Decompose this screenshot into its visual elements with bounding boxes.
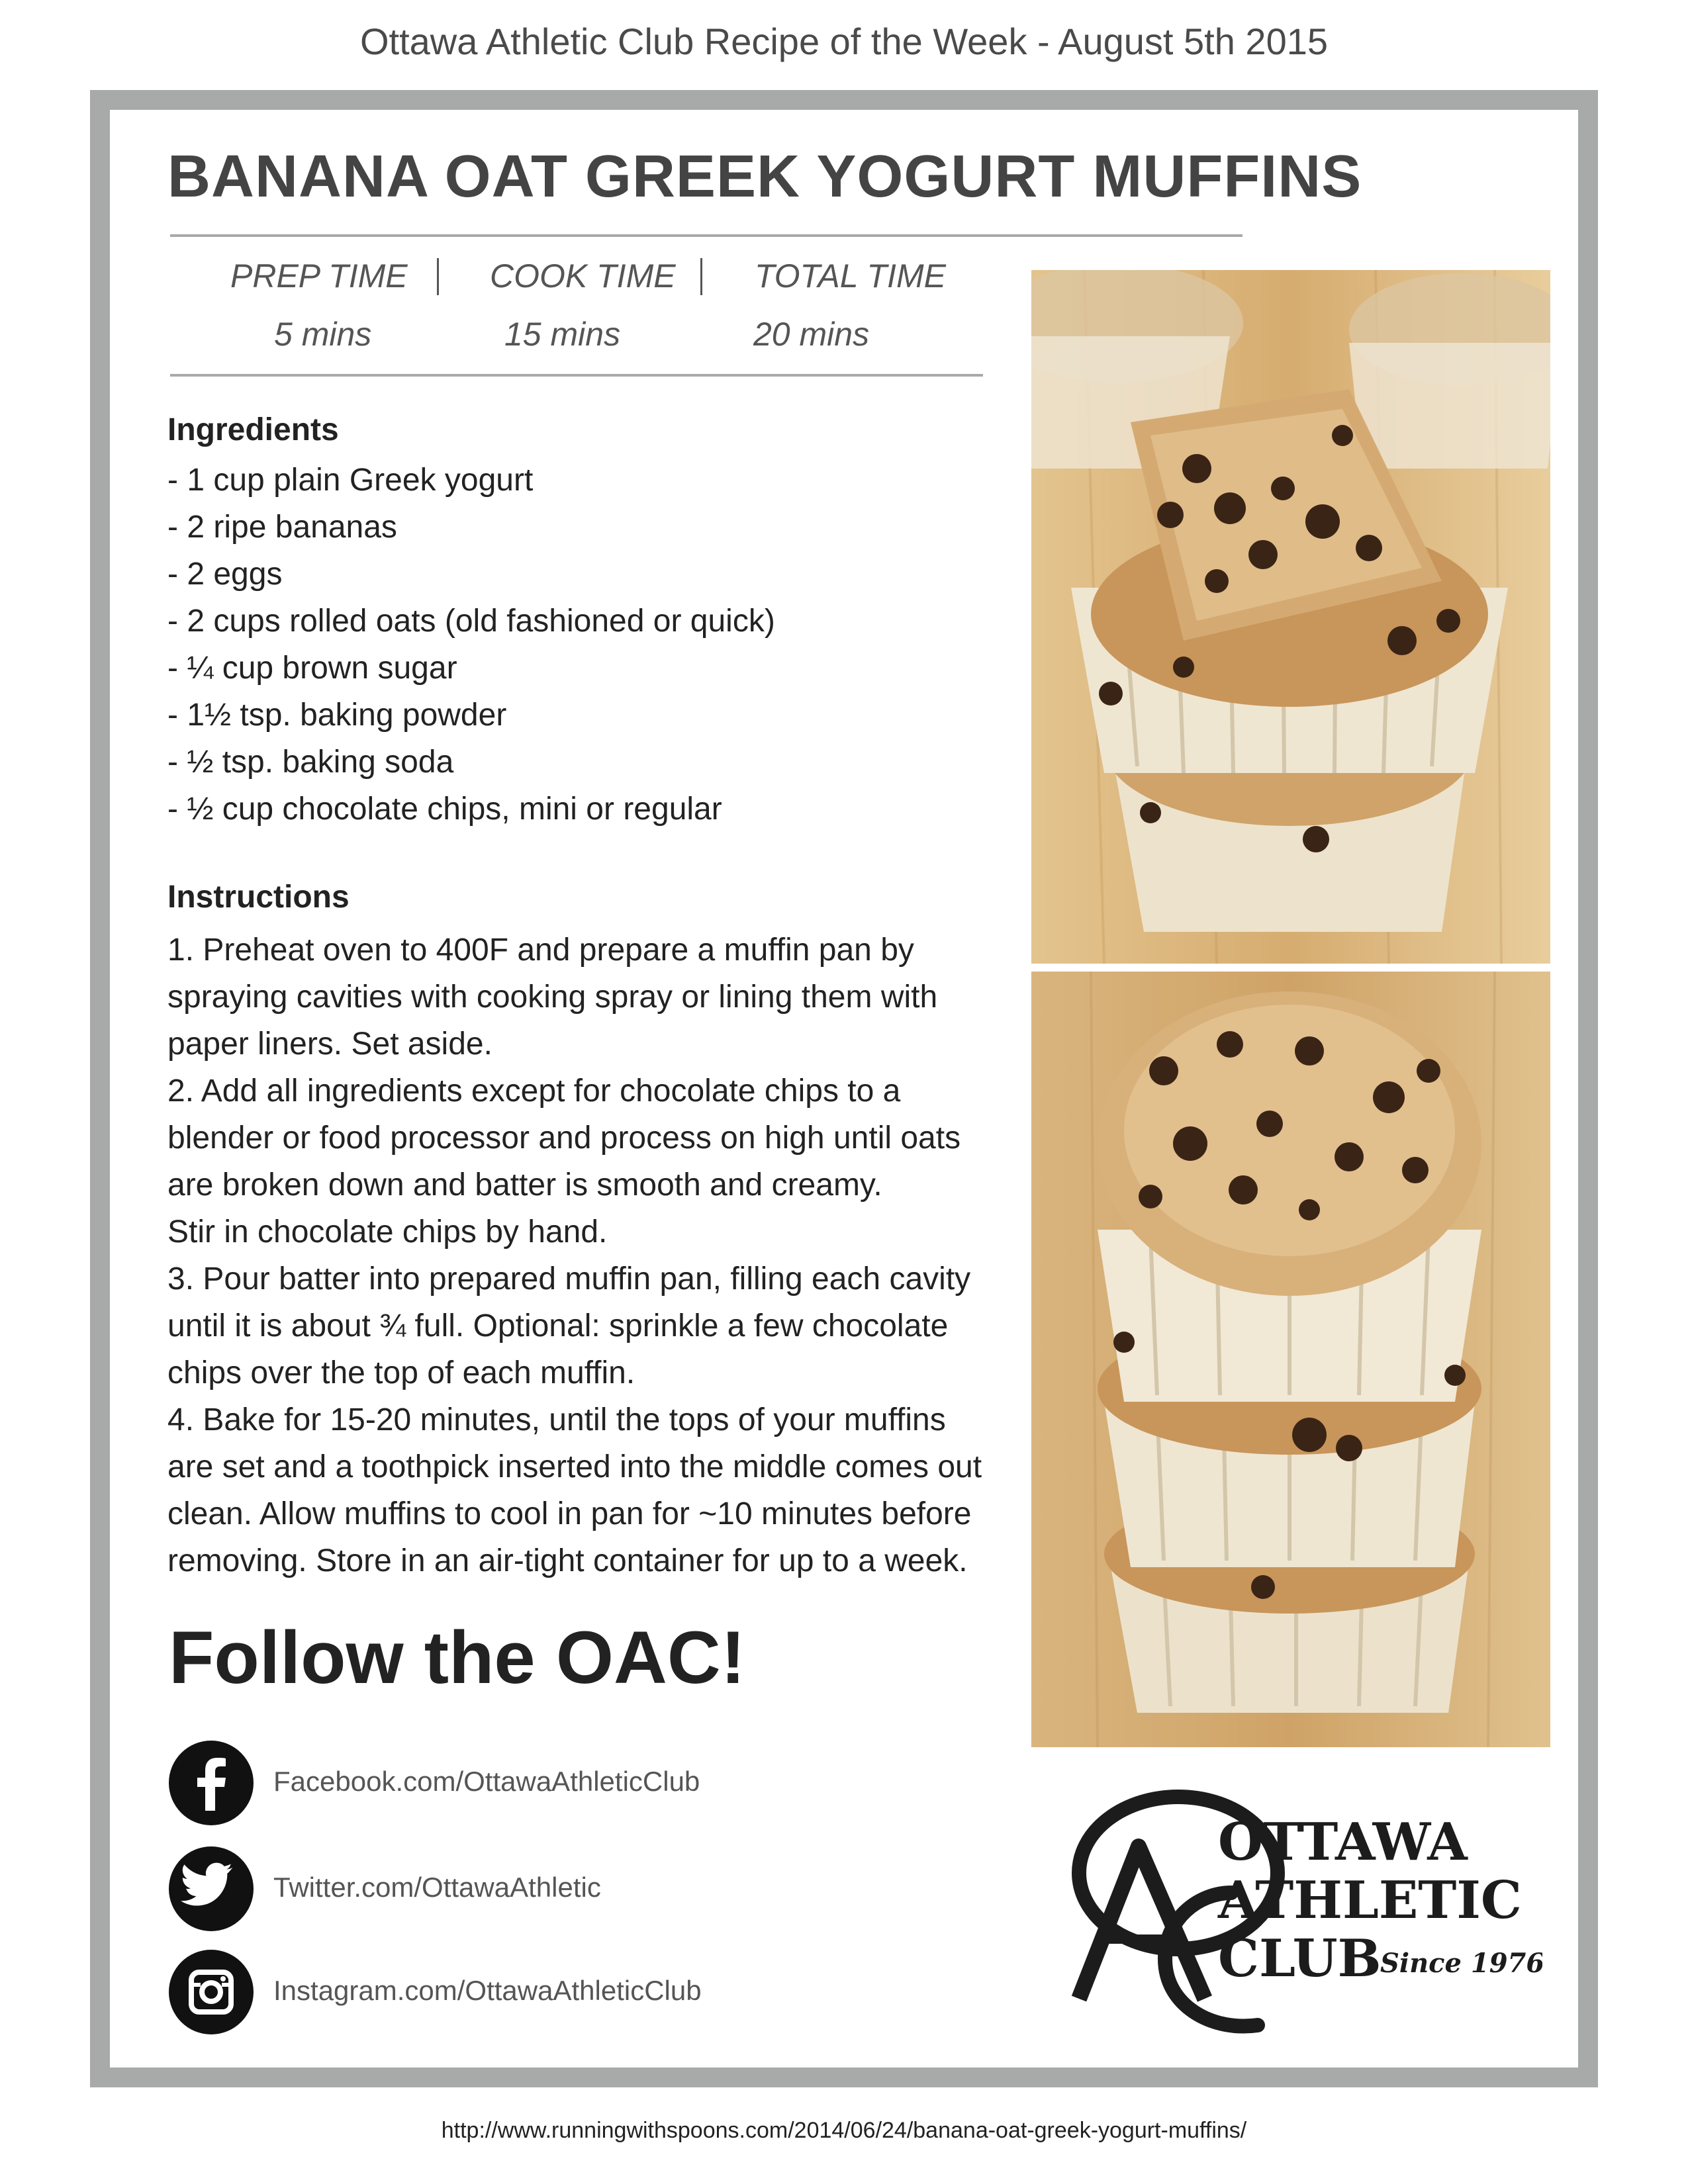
instruction-line: 1. Preheat oven to 400F and prepare a muffin pan by: [167, 933, 914, 968]
ingredient-item: - 2 eggs: [167, 557, 283, 592]
oac-logo: [1053, 1787, 1542, 2038]
ingredient-item: - ¼ cup brown sugar: [167, 651, 457, 686]
instagram-icon[interactable]: [169, 1950, 254, 2034]
ingredient-item: - 1½ tsp. baking powder: [167, 698, 507, 733]
ingredients-list: [167, 457, 775, 833]
page-header: Ottawa Athletic Club Recipe of the Week - August 5th 2015: [359, 21, 1329, 62]
instruction-line: spraying cavities with cooking spray or lining them with: [167, 979, 938, 1015]
instruction-line: Stir in chocolate chips by hand.: [167, 1214, 608, 1250]
logo-line-2: ATHLETIC: [1218, 1870, 1522, 1931]
source-url[interactable]: http://www.runningwithspoons.com/2014/06/24/banana-oat-greek-yogurt-muffins/: [441, 2118, 1247, 2143]
instruction-line: 3. Pour batter into prepared muffin pan, filling each cavity: [167, 1261, 971, 1297]
logo-line-1: OTTAWA: [1218, 1812, 1468, 1872]
ingredients-heading: Ingredients: [167, 412, 339, 447]
instruction-line: are broken down and batter is smooth and creamy.: [167, 1167, 882, 1203]
ingredient-item: - 2 ripe bananas: [167, 510, 397, 545]
logo-line-3: CLUB: [1218, 1929, 1382, 1989]
instruction-line: 4. Bake for 15-20 minutes, until the tops of your muffins: [167, 1402, 946, 1437]
ingredient-item: - ½ cup chocolate chips, mini or regular: [167, 792, 722, 827]
muffin-photo-bottom: [1031, 972, 1550, 1747]
logo-since: Since 1976: [1380, 1948, 1542, 1979]
instagram-url[interactable]: Instagram.com/OttawaAthleticClub: [273, 1975, 702, 2006]
ingredient-item: - ½ tsp. baking soda: [167, 745, 454, 780]
instruction-line: until it is about ¾ full. Optional: sprinkle a few chocolate: [167, 1308, 949, 1343]
instructions-text: [167, 927, 995, 1584]
facebook-icon[interactable]: [169, 1741, 254, 1825]
ingredient-item: - 2 cups rolled oats (old fashioned or quick): [167, 604, 775, 639]
instruction-line: are set and a toothpick inserted into the middle comes out: [167, 1449, 982, 1484]
prep-time-label: PREP TIME: [230, 257, 408, 295]
cook-time-value: 15 mins: [504, 316, 621, 353]
twitter-icon[interactable]: [169, 1846, 254, 1931]
instruction-line: chips over the top of each muffin.: [167, 1355, 635, 1390]
ingredient-item: - 1 cup plain Greek yogurt: [167, 463, 534, 498]
instruction-line: paper liners. Set aside.: [167, 1026, 492, 1062]
instruction-line: clean. Allow muffins to cool in pan for ~10 minutes before: [167, 1496, 972, 1531]
total-time-value: 20 mins: [753, 316, 870, 353]
total-time-label: TOTAL TIME: [755, 257, 946, 295]
time-separator: [700, 258, 702, 295]
instruction-line: 2. Add all ingredients except for chocolate chips to a: [167, 1073, 901, 1109]
muffin-photo-top: [1031, 270, 1550, 964]
recipe-title: BANANA OAT GREEK YOGURT MUFFINS: [167, 144, 1362, 210]
follow-heading: Follow the OAC!: [169, 1616, 746, 1699]
time-separator: [437, 258, 439, 295]
twitter-url[interactable]: Twitter.com/OttawaAthletic: [273, 1872, 601, 1903]
title-divider: [170, 234, 1243, 237]
instruction-line: blender or food processor and process on high until oats: [167, 1120, 961, 1156]
cook-time-label: COOK TIME: [490, 257, 676, 295]
prep-time-value: 5 mins: [274, 316, 372, 353]
instruction-line: removing. Store in an air-tight container for up to a week.: [167, 1543, 968, 1578]
facebook-url[interactable]: Facebook.com/OttawaAthleticClub: [273, 1766, 700, 1797]
times-divider: [170, 374, 983, 377]
instructions-heading: Instructions: [167, 880, 350, 915]
